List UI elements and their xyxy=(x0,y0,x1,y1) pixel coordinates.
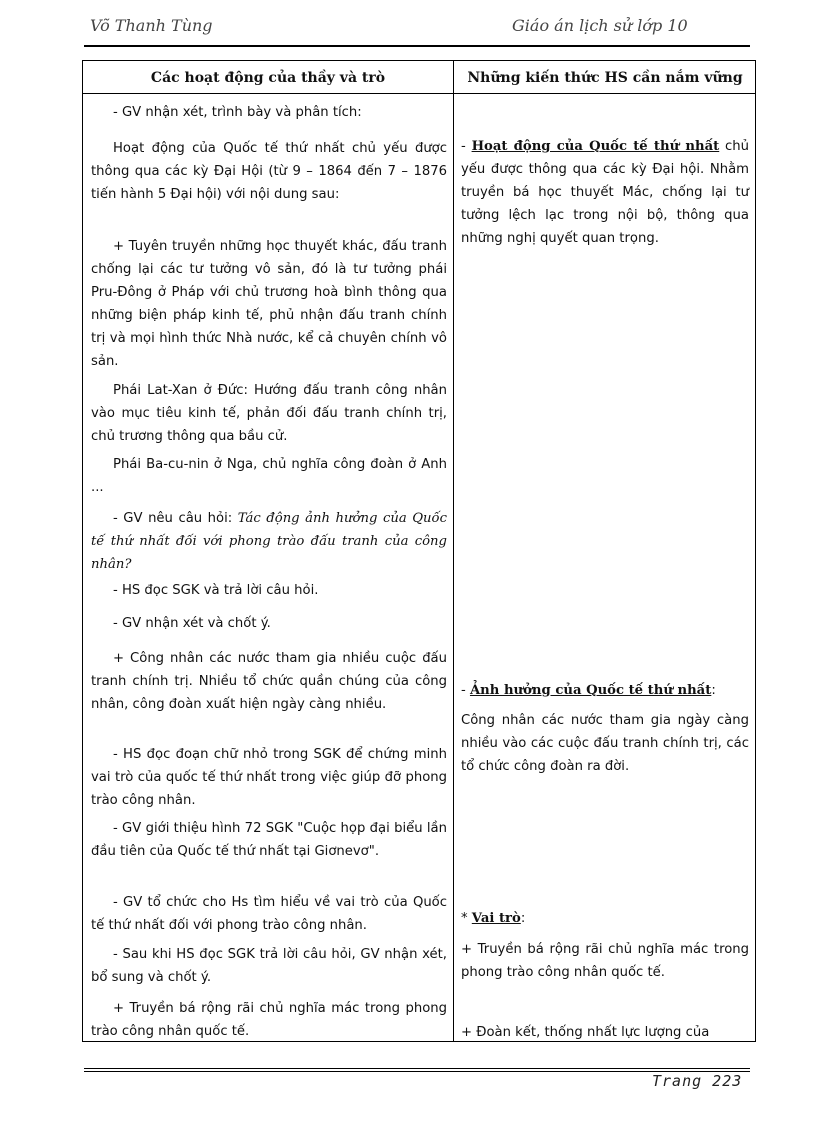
right-section-influence-text: Công nhân các nước tham gia ngày càng nhiều vào các cuộc đấu tranh chính trị, các tổ chức công đoàn ra đời. xyxy=(461,713,749,774)
s1-title: Hoạt động của Quốc tế thứ nhất xyxy=(471,139,720,154)
lesson-table xyxy=(82,60,756,1042)
left-para-13: - Sau khi HS đọc SGK trả lời câu hỏi, GV nhận xét, bổ sung và chốt ý. xyxy=(91,947,447,985)
s1-text: chủ yếu được thông qua các kỳ Đại hội. Nhằm truyền bá học thuyết Mác, chống lại tư tưởng lệch lạc trong nội bộ, thông qua những nghị quyết quan trọng. xyxy=(461,139,750,246)
left-para-14: + Truyền bá rộng rãi chủ nghĩa mác trong phong trào công nhân quốc tế. xyxy=(91,1001,447,1039)
s2-title: Ảnh hưởng của Quốc tế thứ nhất xyxy=(469,683,712,698)
column-divider xyxy=(453,61,454,1041)
question-text: Tác động ảnh hưởng của Quốc tế thứ nhất đối với phong trào đấu tranh của công nhân? xyxy=(91,511,447,572)
question-prefix: - GV nêu câu hỏi: xyxy=(113,511,238,526)
right-section-activities xyxy=(461,135,749,250)
s3-colon: : xyxy=(520,911,526,926)
s1-dash: - xyxy=(461,139,472,154)
left-para-10: - HS đọc đoạn chữ nhỏ trong SGK để chứng minh vai trò của quốc tế thứ nhất trong việc giúp đỡ phong trào công nhân. xyxy=(91,747,447,808)
left-para-4: Phái Lat-Xan ở Đức: Hướng đấu tranh công nhân vào mục tiêu kinh tế, phản đối đấu tranh chính trị, chủ trương thông qua bầu cử. xyxy=(91,383,447,444)
s3-title: Vai trò xyxy=(471,911,521,926)
left-para-8: - GV nhận xét và chốt ý. xyxy=(113,616,271,631)
left-para-3: + Tuyên truyền những học thuyết khác, đấu tranh chống lại các tư tưởng vô sản, đó là tư tưởng phái Pru-Đông ở Pháp với chủ trương hoà bình thông qua những biện pháp kinh tế, phủ nhận đấu tranh chính trị và mọi hình thức Nhà nước, kể cả chuyên chính vô sản. xyxy=(91,239,447,369)
left-para-7: - HS đọc SGK và trả lời câu hỏi. xyxy=(113,583,319,598)
left-para-5: Phái Ba-cu-nin ở Nga, chủ nghĩa công đoàn ở Anh ... xyxy=(91,457,447,495)
s2-colon: : xyxy=(711,683,716,698)
footer-rule-1 xyxy=(84,1068,750,1069)
col-header-knowledge: Những kiến thức HS cần nắm vững xyxy=(467,70,743,86)
footer-rule-2 xyxy=(84,1071,750,1072)
left-para-11: - GV giới thiệu hình 72 SGK "Cuộc họp đại biểu lần đầu tiên của Quốc tế thứ nhất tại Giơnevơ". xyxy=(91,821,447,859)
right-role-item-1: + Truyền bá rộng rãi chủ nghĩa mác trong phong trào công nhân quốc tế. xyxy=(461,942,749,980)
right-section-role-title xyxy=(461,907,749,930)
page-number: Trang 223 xyxy=(652,1072,743,1090)
header-rule xyxy=(84,45,750,47)
left-para-6 xyxy=(91,507,447,576)
s2-dash: - xyxy=(461,683,470,698)
header-title: Giáo án lịch sử lớp 10 xyxy=(512,16,688,35)
col-header-activities: Các hoạt động của thầy và trò xyxy=(150,70,386,86)
right-role-item-2: + Đoàn kết, thống nhất lực lượng của xyxy=(461,1025,710,1040)
header-row-divider xyxy=(83,93,755,94)
left-para-12: - GV tổ chức cho Hs tìm hiểu về vai trò của Quốc tế thứ nhất đối với phong trào công nhân. xyxy=(91,895,447,933)
right-section-influence-title xyxy=(461,679,749,702)
header-author: Võ Thanh Tùng xyxy=(90,16,213,35)
left-para-9: + Công nhân các nước tham gia nhiều cuộc đấu tranh chính trị. Nhiều tổ chức quần chúng của công nhân, công đoàn xuất hiện ngày càng nhiều. xyxy=(91,651,447,712)
left-para-2: Hoạt động của Quốc tế thứ nhất chủ yếu được thông qua các kỳ Đại Hội (từ 9 – 1864 đến 7 – 1876 tiến hành 5 Đại hội) với nội dung sau: xyxy=(91,141,447,202)
left-para-1: - GV nhận xét, trình bày và phân tích: xyxy=(113,105,362,120)
s3-star: * xyxy=(461,911,472,926)
